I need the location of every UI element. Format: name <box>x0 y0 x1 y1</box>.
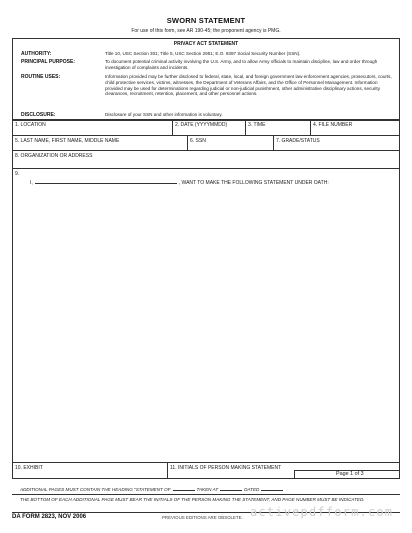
initials-page-note: THE BOTTOM OF EACH ADDITIONAL PAGE MUST BEAR THE INITIALS OF THE PERSON MAKING THE STATEMENT, AND PAGE NUMBER MUST BE INDICATED. <box>20 497 365 502</box>
location-field[interactable]: 1. LOCATION <box>15 122 46 128</box>
statement-suffix: , WANT TO MAKE THE FOLLOWING STATEMENT UNDER OATH: <box>178 180 329 186</box>
time-field[interactable]: 3. TIME <box>248 122 266 128</box>
ssn-field[interactable]: 6. SSN <box>190 138 206 144</box>
form-subtitle: For use of this form, see AR 190-45; the proponent agency is PMG. <box>131 28 281 34</box>
oath-statement-line <box>30 178 329 186</box>
item-9-number: 9. <box>15 171 20 177</box>
grade-status-field[interactable]: 7. GRADE/STATUS <box>276 138 320 144</box>
disclosure-label: DISCLOSURE: <box>21 112 56 118</box>
watermark-text: activepdfform.com <box>250 505 394 519</box>
note-heading-text: ADDITIONAL PAGES MUST CONTAIN THE HEADING "STATEMENT OF <box>20 487 171 492</box>
page-number: Page 1 of 3 <box>336 471 364 477</box>
statement-name-blank[interactable] <box>35 178 177 184</box>
organization-field[interactable]: 8. ORGANIZATION OR ADDRESS <box>15 153 93 159</box>
principal-purpose-text: To document potential criminal activity involving the U.S. Army, and to allow Army officials to maintain discipline, law and order through investigation of complaints and incidents. <box>105 59 378 70</box>
statement-text-area[interactable] <box>14 186 398 462</box>
exhibit-field[interactable]: 10. EXHIBIT <box>15 465 43 471</box>
disclosure-text: Disclosure of your SSN and other information is voluntary. <box>105 112 223 117</box>
authority-text: Title 10, USC Section 301; Title 5, USC Section 2951; E.O. 9397 Social Security Number (SSN). <box>105 51 301 56</box>
date-field[interactable]: 2. DATE (YYYYMMDD) <box>175 122 228 128</box>
file-number-field[interactable]: 4. FILE NUMBER <box>313 122 353 128</box>
note-dated: DATED <box>244 487 260 492</box>
form-identifier: DA FORM 2823, NOV 2006 <box>12 514 87 520</box>
initials-field[interactable]: 11. INITIALS OF PERSON MAKING STATEMENT <box>170 465 282 471</box>
statement-prefix: I, <box>30 180 33 186</box>
privacy-act-heading: PRIVACY ACT STATEMENT <box>173 41 239 47</box>
note-taken-at: TAKEN AT <box>196 487 219 492</box>
routine-uses-label: ROUTINE USES: <box>21 74 61 80</box>
principal-purpose-label: PRINCIPAL PURPOSE: <box>21 59 75 65</box>
previous-editions-note: PREVIOUS EDITIONS ARE OBSOLETE. <box>162 515 243 520</box>
privacy-act-statement <box>12 38 400 120</box>
authority-label: AUTHORITY: <box>21 51 52 57</box>
additional-pages-note <box>20 486 400 493</box>
form-title: SWORN STATEMENT <box>166 16 246 25</box>
name-field[interactable]: 5. LAST NAME, FIRST NAME, MIDDLE NAME <box>15 138 120 144</box>
routine-uses-text: Information provided may be further disclosed to federal, state, local, and foreign government law enforcement agencies, prosecutors, courts, child protective services, victims, witnesses, the Department of Veterans Affairs, and the Office of Personnel Management. Information provided may be used for determinations regarding judicial or non-judicial punishment, other administrative disciplinary actions, security clearances, recruitment, retention, placement, and other personnel actions. <box>105 74 392 97</box>
